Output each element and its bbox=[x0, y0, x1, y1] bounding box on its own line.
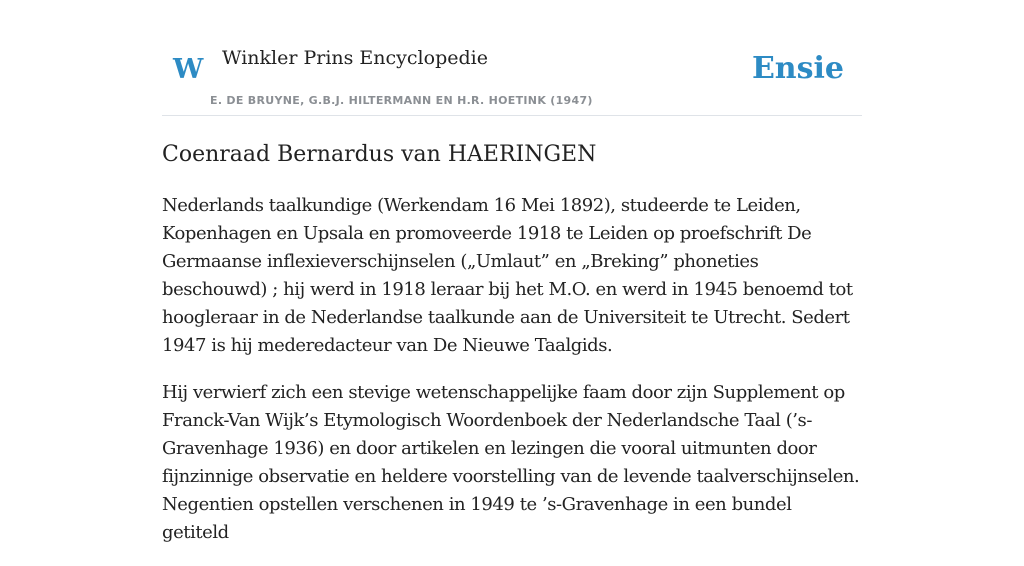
source-header bbox=[162, 36, 862, 116]
article-body bbox=[162, 192, 862, 566]
article-paragraph: Nederlands taalkundige (Werkendam 16 Mei 1892), studeerde te Leiden, Kopenhagen en Upsala en promoveerde 1918 te Leiden op proefschrift De Germaanse inflexieverschijnselen („Umlaut” en „Breking” phoneties beschouwd) ; hij werd in 1918 leraar bij het M.O. en werd in 1945 benoemd tot hoogleraar in de Nederlandse taalkunde aan de Universiteit te Utrecht. Sedert 1947 is hij mederedacteur van De Nieuwe Taalgids. bbox=[162, 195, 853, 356]
source-title[interactable]: Winkler Prins Encyclopedie bbox=[222, 47, 488, 69]
source-authors: E. DE BRUYNE, G.B.J. HILTERMANN EN H.R. HOETINK (1947) bbox=[210, 94, 593, 107]
source-logo-icon[interactable]: W bbox=[173, 54, 204, 85]
article-paragraph: Hij verwierf zich een stevige wetenschappelijke faam door zijn Supplement op Franck-Van Wijk’s Etymologisch Woordenboek der Nederlandsche Taal (’s-Gravenhage 1936) en door artikelen en lezingen die vooral uitmunten door fijnzinnige observatie en heldere voorstelling van de levende taalverschijnselen. Negentien opstellen verschenen in 1949 te ’s-Gravenhage in een bundel getiteld bbox=[162, 382, 860, 543]
brand-logo-link[interactable]: Ensie bbox=[751, 51, 844, 86]
article-title: Coenraad Bernardus van HAERINGEN bbox=[162, 142, 597, 167]
